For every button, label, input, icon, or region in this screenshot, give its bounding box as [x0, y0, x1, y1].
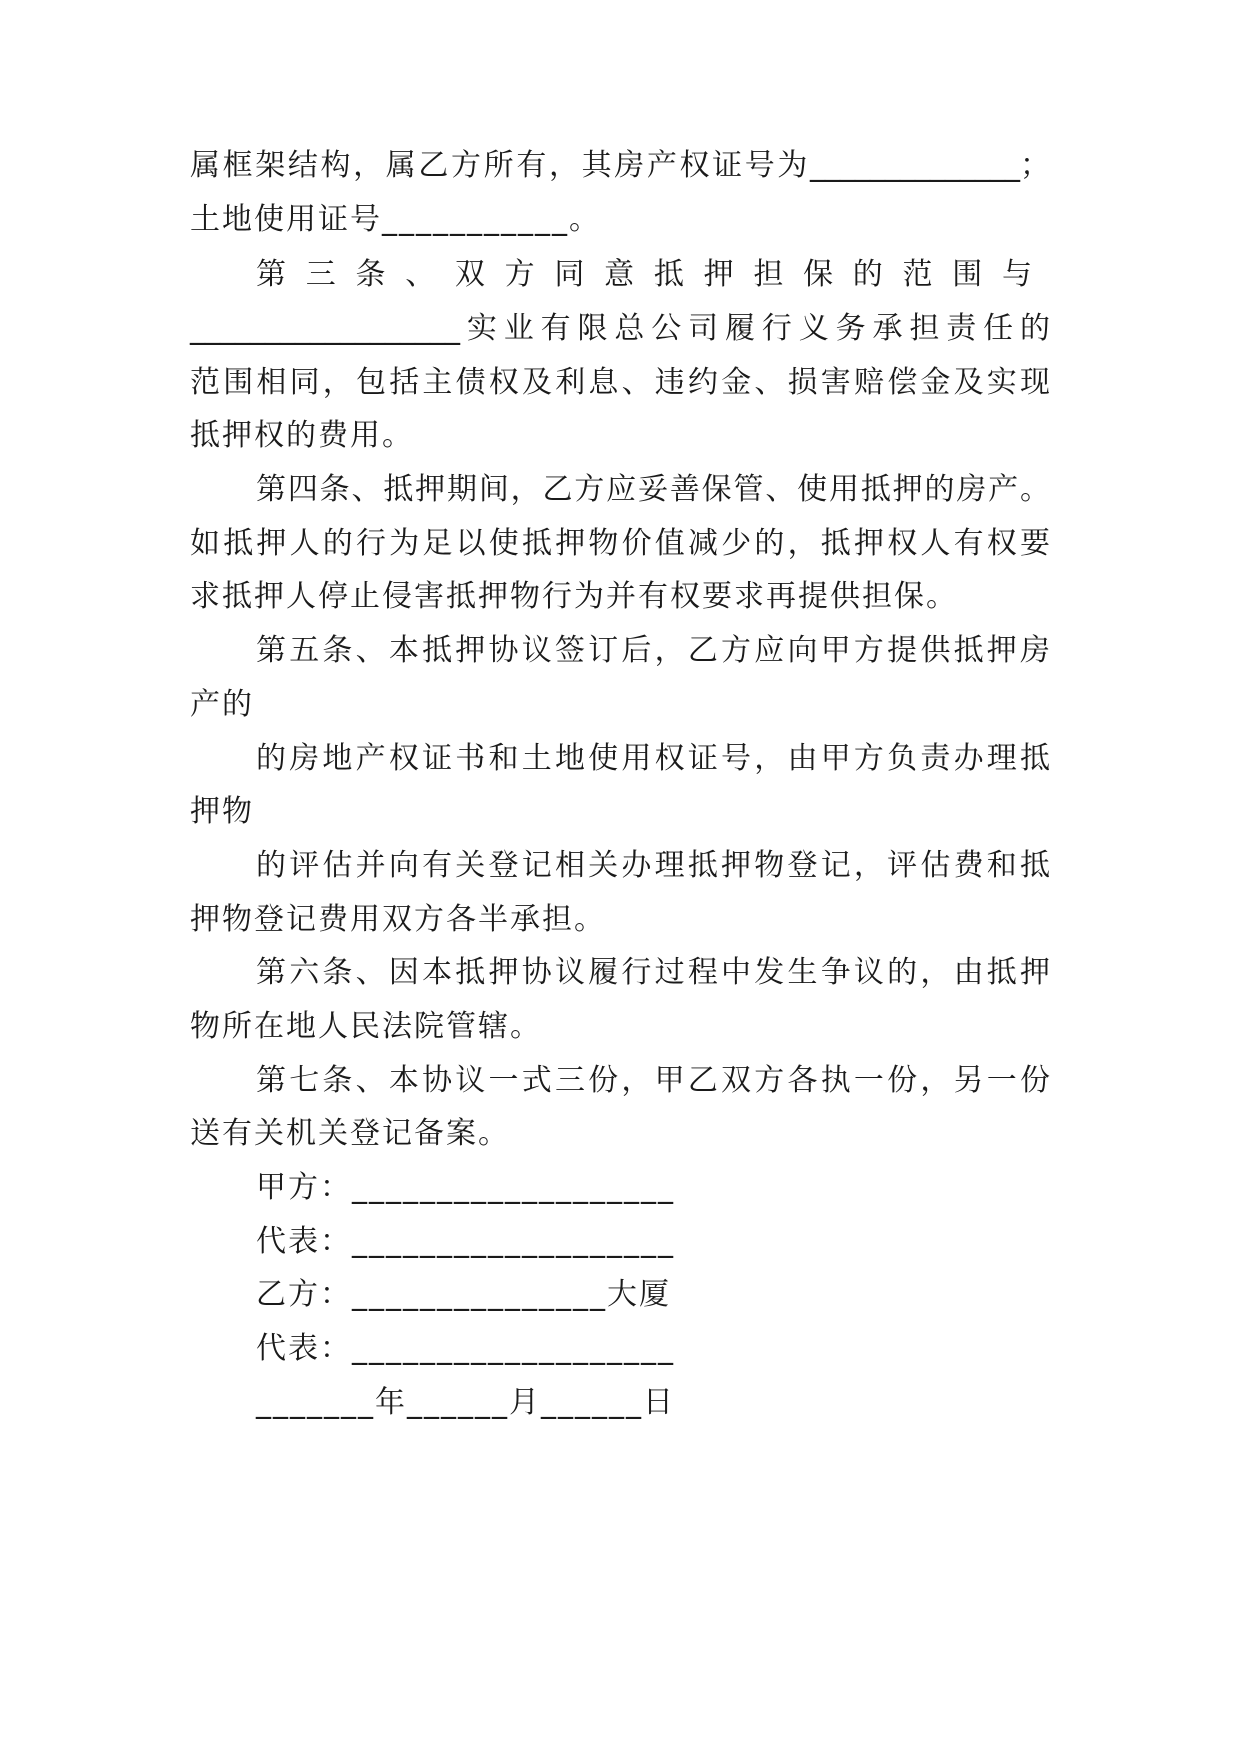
text-line: 求抵押人停止侵害抵押物行为并有权要求再提供担保。 — [190, 579, 958, 614]
party-a-signature-line: 甲方：___________________ — [256, 1170, 675, 1205]
text-line: 押物 — [190, 794, 254, 829]
article-6-heading: 第六条、因本抵押协议履行过程中发生争议的，由抵押 — [256, 955, 1050, 990]
article-5-heading: 第五条、本抵押协议签订后，乙方应向甲方提供抵押房 — [256, 633, 1050, 668]
text-line: __________________实业有限总公司履行义务承担责任的 — [190, 311, 1050, 346]
text-line: 抵押权的费用。 — [190, 418, 414, 453]
text-line: 产的 — [190, 687, 254, 722]
article-4-heading: 第四条、抵押期间，乙方应妥善保管、使用抵押的房产。 — [256, 472, 1050, 507]
text-line: 属框架结构，属乙方所有，其房产权证号为______________； — [190, 148, 1050, 183]
text-line: 的房地产权证书和土地使用权证号，由甲方负责办理抵 — [256, 741, 1050, 776]
party-a-representative-line: 代表：___________________ — [256, 1224, 675, 1259]
article-3-heading: 第三条、双方同意抵押担保的范围与 — [256, 257, 1050, 292]
date-line: _______年______月______日 — [256, 1385, 675, 1420]
party-b-representative-line: 代表：___________________ — [256, 1331, 675, 1366]
text-line: 的评估并向有关登记相关办理抵押物登记，评估费和抵 — [256, 848, 1050, 883]
text-line: 物所在地人民法院管辖。 — [190, 1009, 542, 1044]
article-7-heading: 第七条、本协议一式三份，甲乙双方各执一份，另一份 — [256, 1063, 1050, 1098]
text-line: 如抵押人的行为足以使抵押物价值减少的，抵押权人有权要 — [190, 526, 1050, 561]
text-line: 押物登记费用双方各半承担。 — [190, 902, 606, 937]
text-line: 土地使用证号___________。 — [190, 202, 601, 237]
text-line: 送有关机关登记备案。 — [190, 1116, 510, 1151]
text-line: 范围相同，包括主债权及利息、违约金、损害赔偿金及实现 — [190, 365, 1050, 400]
party-b-signature-line: 乙方：_______________大厦 — [256, 1277, 671, 1312]
